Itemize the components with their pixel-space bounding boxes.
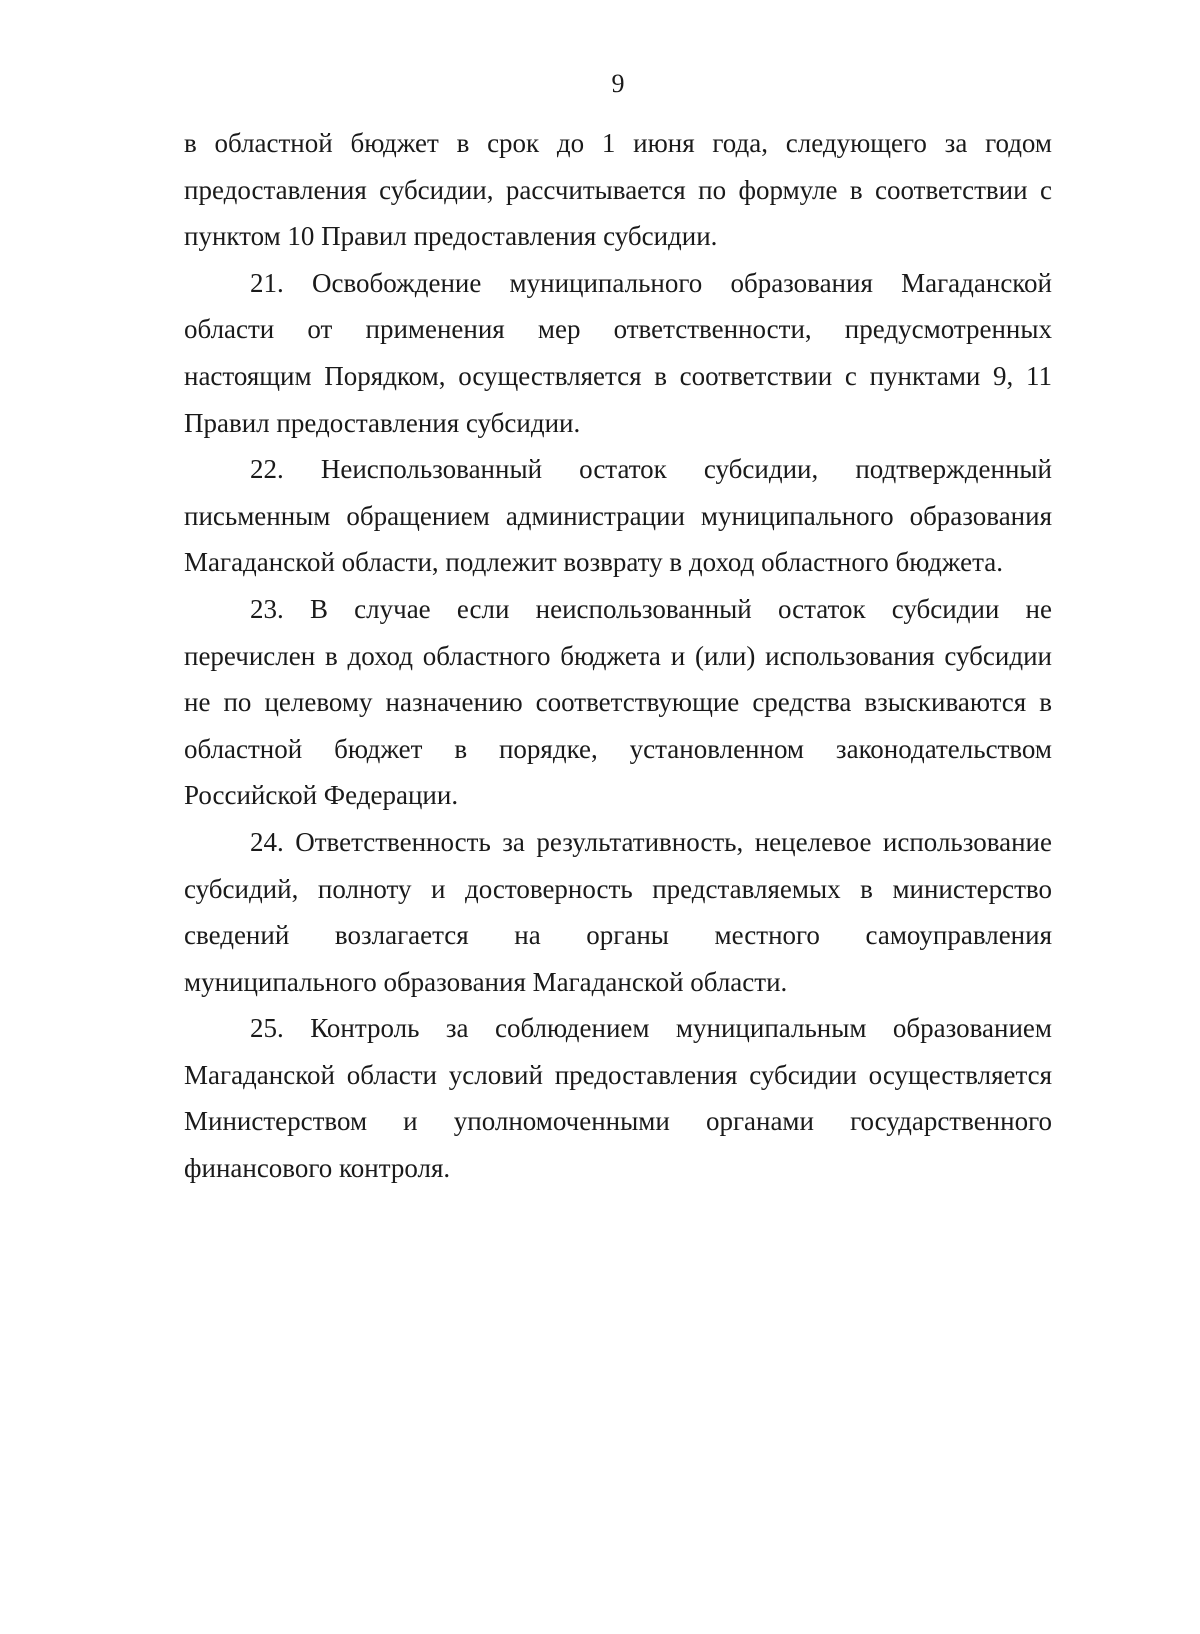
paragraph-continued: в областной бюджет в срок до 1 июня года, следующего за годом предоставления субсидии, рассчитывается по формуле в соответствии с пунктом 10 Правил предоставления субсидии. — [184, 128, 1052, 252]
paragraph-24: 24. Ответственность за результативность, нецелевое использование субсидий, полноту и достоверность представляемых в министерство сведений возлагается на органы местного самоуправления муниципального образования Магаданской области. — [184, 826, 1052, 997]
paragraph-25: 25. Контроль за соблюдением муниципальным образованием Магаданской области условий предоставления субсидии осуществляется Министерством и уполномоченными органами государственного финансового контроля. — [184, 1013, 1052, 1184]
document-body — [184, 120, 1052, 1192]
paragraph-22: 22. Неиспользованный остаток субсидии, подтвержденный письменным обращением администрации муниципального образования Магаданской области, подлежит возврату в доход областного бюджета. — [184, 454, 1052, 578]
paragraph-23: 23. В случае если неиспользованный остаток субсидии не перечислен в доход областного бюджета и (или) использования субсидии не по целевому назначению соответствующие средства взыскиваются в областной бюджет в порядке, установленном законодательством Российской Федерации. — [184, 593, 1052, 811]
paragraph-21: 21. Освобождение муниципального образования Магаданской области от применения мер ответственности, предусмотренных настоящим Порядком, осуществляется в соответствии с пунктами 9, 11 Правил предоставления субсидии. — [184, 267, 1052, 438]
page-number: 9 — [611, 69, 625, 98]
